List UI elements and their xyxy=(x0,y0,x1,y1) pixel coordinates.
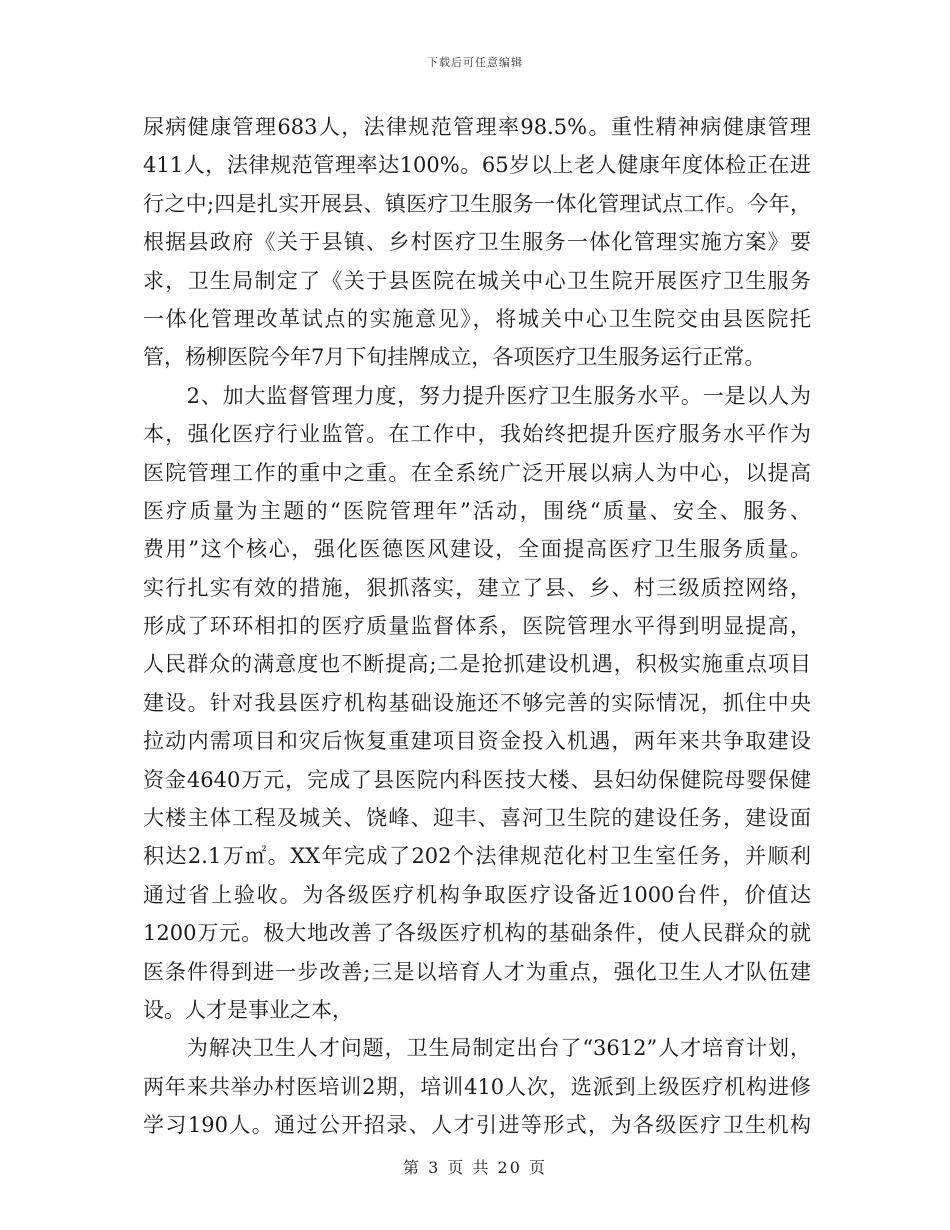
text-line: 两年来共举办村医培训2期，培训410人次，选派到上级医疗机构进修 xyxy=(143,1074,811,1099)
text-line: 拉动内需项目和灾后恢复重建项目资金投入机遇，两年来共争取建设 xyxy=(143,729,811,754)
page-number: 第 3 页 共 20 页 xyxy=(403,1158,547,1177)
text-line: 学习190人。通过公开招录、人才引进等形式，为各级医疗卫生机构 xyxy=(143,1113,811,1138)
text-line: 为解决卫生人才问题，卫生局制定出台了“3612”人才培育计划， xyxy=(143,1036,811,1061)
text-line: 尿病健康管理683人，法律规范管理率98.5%。重性精神病健康管理 xyxy=(143,115,811,139)
text-line: 411人，法律规范管理率达100%。65岁以上老人健康年度体检正在进 xyxy=(143,153,811,178)
text-line: 本，强化医疗行业监管。在工作中，我始终把提升医疗服务水平作为 xyxy=(143,422,811,447)
text-line: 建设。针对我县医疗机构基础设施还不够完善的实际情况，抓住中央 xyxy=(143,690,811,715)
text-line: 行之中;四是扎实开展县、镇医疗卫生服务一体化管理试点工作。今年， xyxy=(143,191,811,216)
document-body xyxy=(143,108,811,1145)
text-line: 2、加大监督管理力度，努力提升医疗卫生服务水平。一是以人为 xyxy=(143,383,811,408)
text-line: 管，杨柳医院今年7月下旬挂牌成立，各项医疗卫生服务运行正常。 xyxy=(143,345,766,370)
text-line: 费用”这个核心，强化医德医风建设，全面提高医疗卫生服务质量。 xyxy=(143,537,811,562)
text-line: 人民群众的满意度也不断提高;二是抢抓建设机遇，积极实施重点项目 xyxy=(143,652,811,677)
text-line: 实行扎实有效的措施，狠抓落实，建立了县、乡、村三级质控网络， xyxy=(143,575,811,600)
text-line: 医疗质量为主题的“医院管理年”活动，围绕“质量、安全、服务、 xyxy=(143,498,811,523)
text-line: 医院管理工作的重中之重。在全系统广泛开展以病人为中心，以提高 xyxy=(143,460,811,485)
text-line: 医条件得到进一步改善;三是以培育人才为重点，强化卫生人才队伍建 xyxy=(143,959,811,984)
text-line: 求，卫生局制定了《关于县医院在城关中心卫生院开展医疗卫生服务 xyxy=(143,268,811,293)
text-line: 一体化管理改革试点的实施意见》，将城关中心卫生院交由县医院托 xyxy=(143,306,811,331)
text-line: 1200万元。极大地改善了各级医疗机构的基础条件，使人民群众的就 xyxy=(143,921,811,946)
text-line: 根据县政府《关于县镇、乡村医疗卫生服务一体化管理实施方案》要 xyxy=(143,230,811,255)
text-line: 通过省上验收。为各级医疗机构争取医疗设备近1000台件，价值达 xyxy=(143,882,811,907)
text-line: 积达2.1万㎡。XX年完成了202个法律规范化村卫生室任务，并顺利 xyxy=(143,844,811,869)
text-line: 资金4640万元，完成了县医院内科医技大楼、县妇幼保健院母婴保健 xyxy=(143,767,811,792)
text-line: 形成了环环相扣的医疗质量监督体系，医院管理水平得到明显提高， xyxy=(143,614,811,639)
page-header: 下载后可任意编辑 xyxy=(427,56,523,69)
text-line: 大楼主体工程及城关、饶峰、迎丰、喜河卫生院的建设任务，建设面 xyxy=(143,806,811,831)
text-line: 设。人才是事业之本， xyxy=(143,997,353,1022)
